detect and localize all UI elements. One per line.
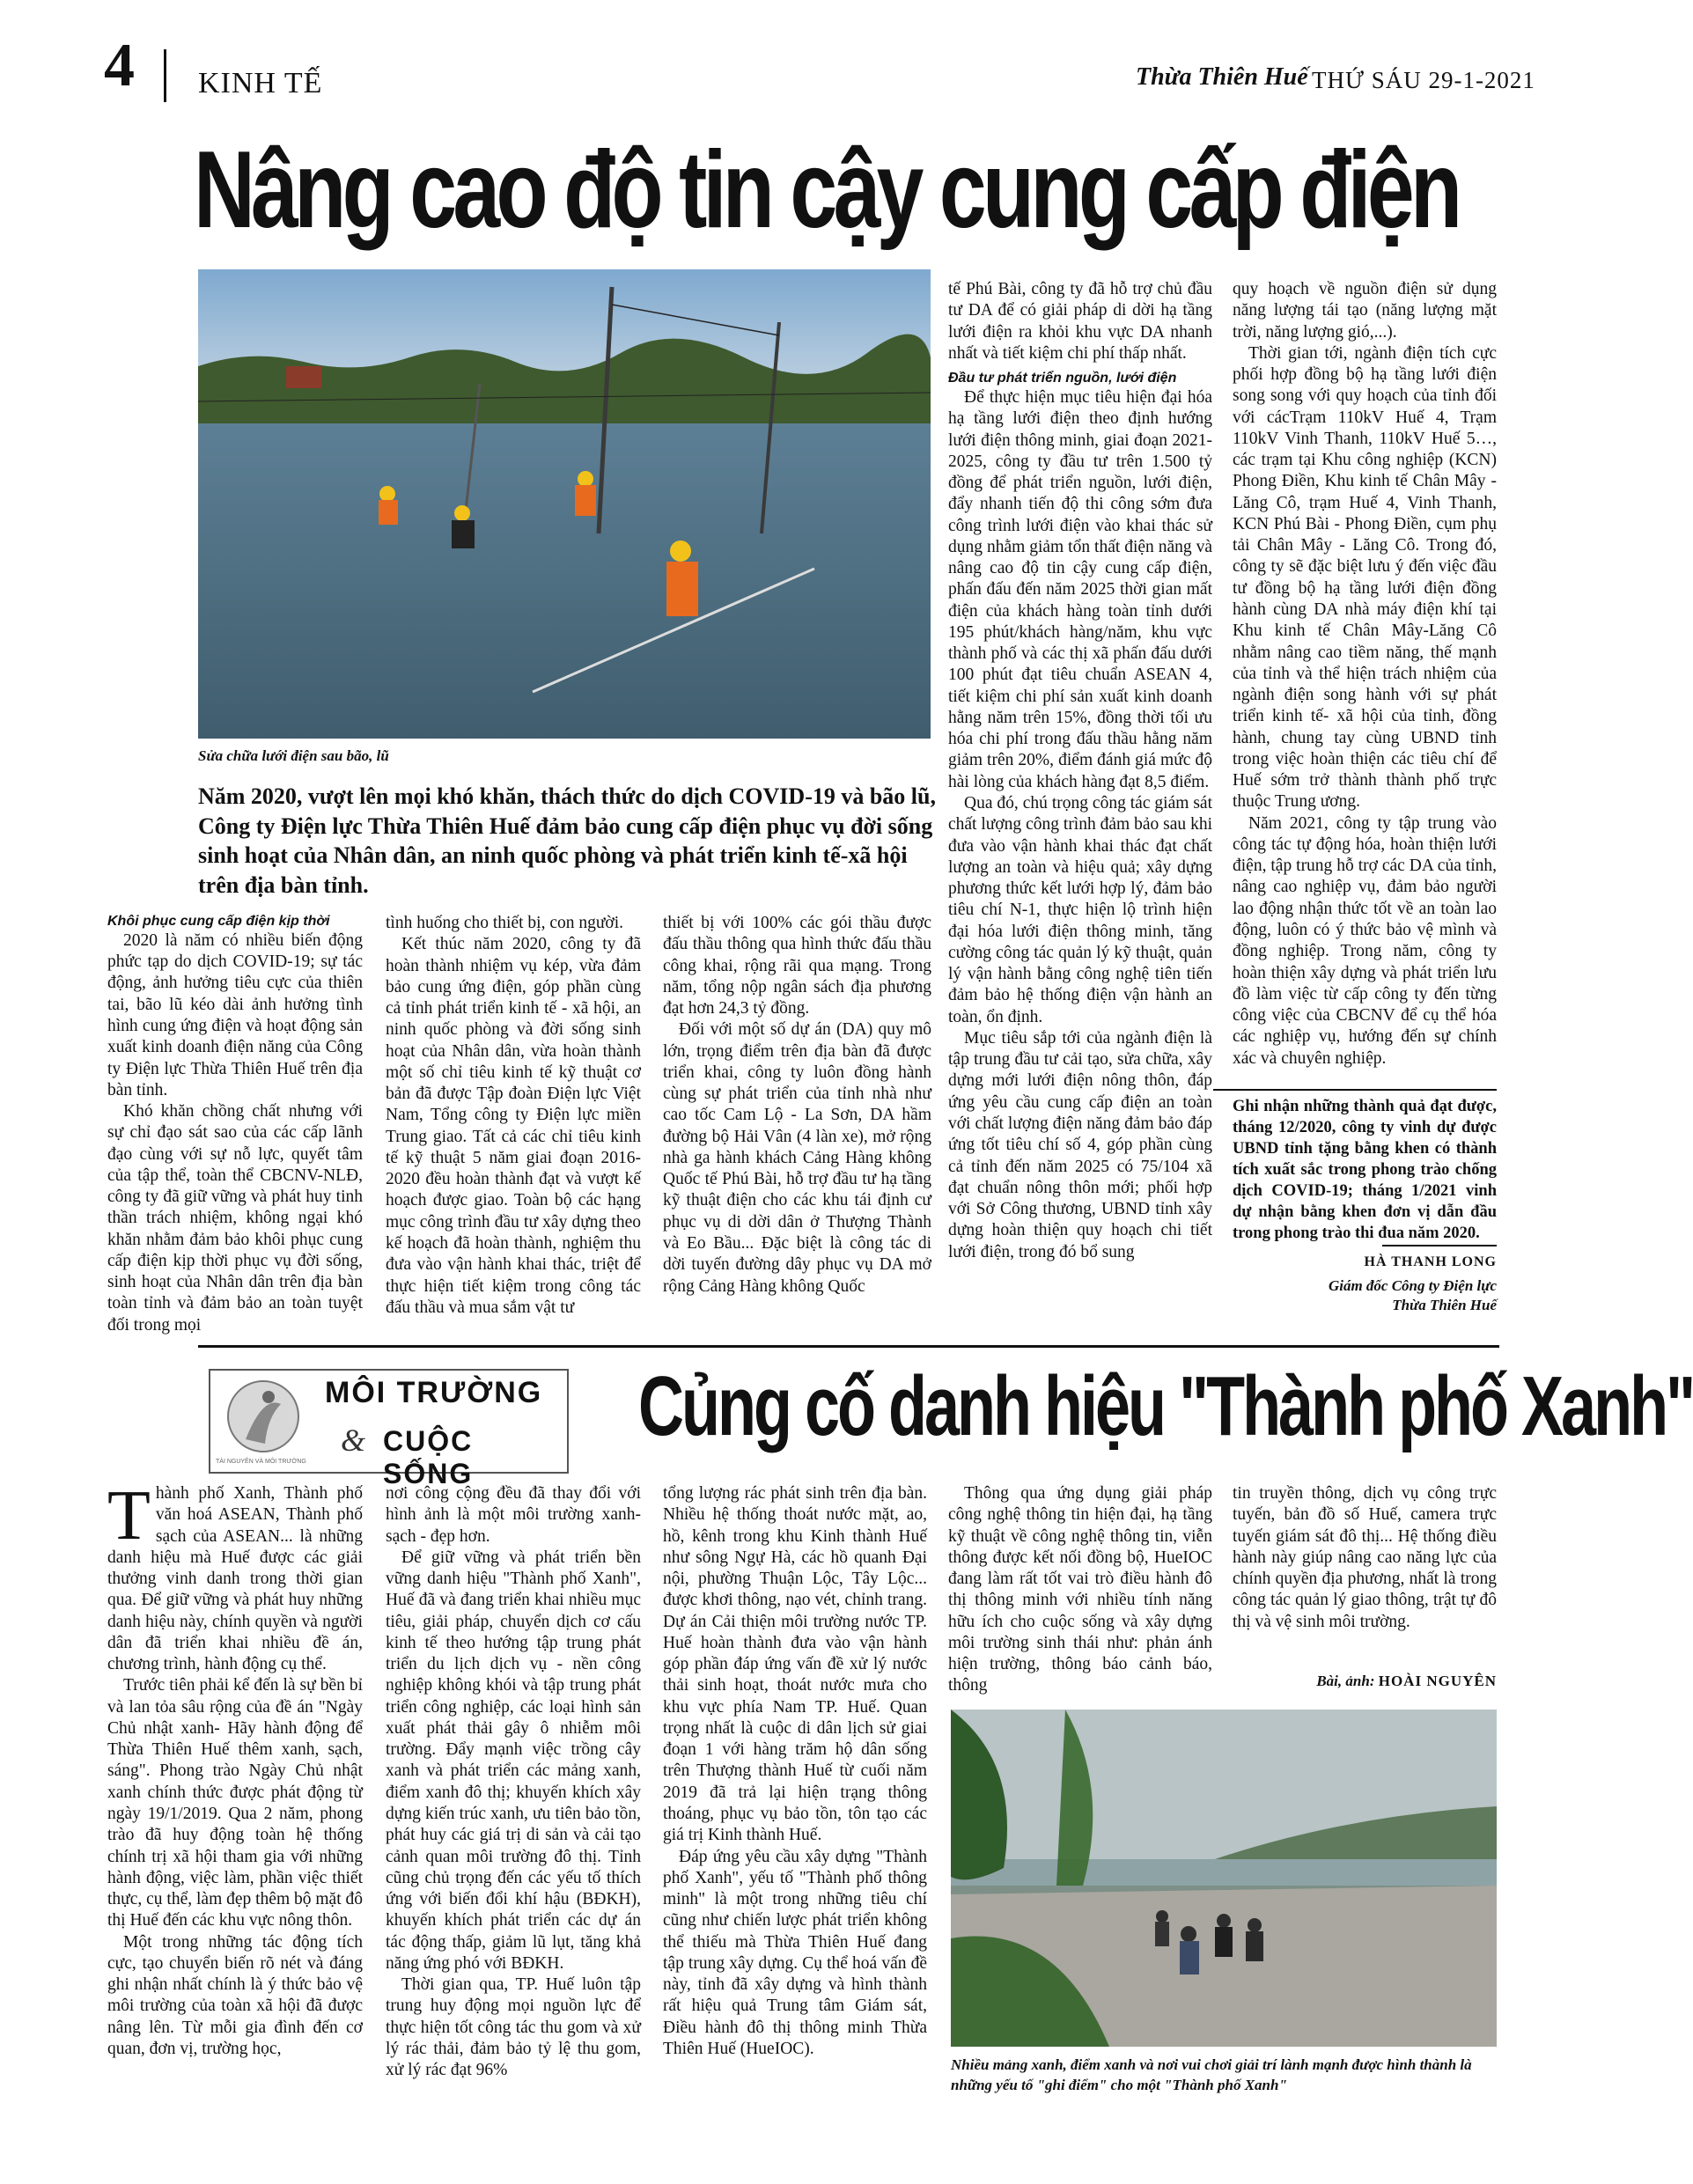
paragraph: Thời gian qua, TP. Huế luôn tập trung huy động mọi nguồn lực để thực hiện tốt công tác thu gom và xử lý rác thải, đảm bảo tỷ lệ thu gom, xử lý rác đạt 96%: [386, 1975, 641, 2080]
paragraph: Một trong những tác động tích cực, tạo chuyển biến rõ nét và đáng ghi nhận nhất chính là ý thức bảo vệ môi trường của toàn xã hội đã được nâng lên. Từ mỗi gia đình đến cơ quan, đơn vị, trường học,: [107, 1932, 363, 2058]
paragraph: Đáp ứng yêu cầu xây dựng "Thành phố Xanh", yếu tố "Thành phố thông minh" là một trong những tiêu chí cũng như chiến lược phát triển không thể thiếu mà Thừa Thiên Huế đang tập trung xây dựng. Cụ thể hoá vấn đề này, tỉnh đã xây dựng và hình thành rất hiệu quả Trung tâm Giám sát, Điều hành đô thị thông minh Thừa Thiên Huế (HueIOC).: [663, 1847, 927, 2058]
article1-lede: Năm 2020, vượt lên mọi khó khăn, thách thức do dịch COVID-19 và bão lũ, Công ty Điện lực Thừa Thiên Huế đảm bảo cung cấp điện phục vụ đời sống sinh hoạt của Nhân dân, an ninh quốc phòng và phát triển kinh tế-xã hội trên địa bàn tỉnh.: [198, 783, 936, 898]
paragraph: Để giữ vững và phát triển bền vững danh hiệu "Thành phố Xanh", Huế đã và đang triển khai nhiều mục tiêu, giải pháp, chuyển dịch cơ cấu kinh tế theo hướng tập trung phát triển du lịch dịch vụ - nền công nghiệp không khói và tập trung phát triển công nghiệp, các loại hình sản xuất phát thải gây ô nhiễm môi trường. Đẩy mạnh việc trồng cây xanh và phát triển các mảng xanh, điểm xanh đô thị; khuyến khích xây dựng kiến trúc xanh, ưu tiên bảo tồn, phát huy các giá trị di sản và cải tạo cảnh quan môi trường đô thị. Tỉnh cũng chủ trọng đến các yếu tố thích ứng với biến đổi khí hậu (BĐKH), khuyến khích phát triển các dự án tác động thấp, giảm lũ lụt, tăng khả năng ứng phó với BĐKH.: [386, 1548, 641, 1973]
article1-column-5: [1233, 279, 1497, 1070]
drop-cap: T: [107, 1477, 151, 1555]
paragraph: Đối với một số dự án (DA) quy mô lớn, trọng điểm trên địa bàn đã được triển khai, công ty luôn đồng hành cùng sự phát triển của tỉnh nhà như cao tốc Cam Lộ - La Sơn, DA hầm đường bộ Hải Vân (4 làn xe), mở rộng nhà ga hành khách Cảng Hàng không Quốc tế Phú Bài, hỗ trợ đầu tư hạ tầng kỹ thuật điện cho các khu tái định cư phục vụ di dời dân ở Thượng Thành và Eo Bầu... Đặc biệt là công tác di dời tuyến đường dây phục vụ DA mở rộng Cảng Hàng không Quốc: [663, 1020, 931, 1296]
article1-photo-caption: Sửa chữa lưới điện sau bão, lũ: [198, 747, 389, 764]
logo-caption: TÀI NGUYÊN VÀ MÔI TRƯỜNG: [216, 1459, 306, 1465]
paragraph: Trước tiên phải kể đến là sự bền bỉ và lan tỏa sâu rộng của đề án "Ngày Chủ nhật xanh- Hãy hành động để Thừa Thiên Huế thêm xanh, sạch, sáng". Phong trào Ngày Chủ nhật xanh chính thức được phát động từ ngày 19/1/2019. Qua 2 năm, phong trào đã huy động toàn hệ thống chính trị xã hội tham gia với những hành động, việc làm, phần việc thiết thực, cụ thể, làm đẹp thêm bộ mặt đô thị Huế đến các khu vực nông thôn.: [107, 1676, 363, 1930]
article2-column-3: [663, 1483, 927, 2060]
paragraph: nơi công cộng đều đã thay đổi với hình ảnh là một môi trường xanh-sạch - đẹp hơn.: [386, 1484, 641, 1546]
quote-box-rule-top: [1213, 1089, 1497, 1091]
article2-column-5: [1233, 1483, 1497, 1633]
paragraph: Qua đó, chú trọng công tác giám sát chất lượng công trình đảm bảo sau khi đưa vào vận hành khai thác đạt chất lượng an toàn và hiệu quả; xây dựng phương thức kết lưới hợp lý, đảm bảo tiêu chí N-1, thực hiện lộ trình hiện đại hóa lưới điện thông minh, tăng cường công tác quản lý kỹ thuật, quản lý vận hành bằng công nghệ tiên tiến đảm bảo hệ thống điện vận hành an toàn, ổn định.: [948, 794, 1212, 1026]
paragraph: Thời gian tới, ngành điện tích cực phối hợp đồng bộ hạ tầng lưới điện song song với quy hoạch của tỉnh đối với cácTrạm 110kV Huế 4, Trạm 110kV Vinh Thanh, 110kV Huế 5…, các trạm tại Khu công nghiệp (KCN) Phong Điền, Khu kinh tế Chân Mây - Lăng Cô, trạm Huế 4, Vinh Thanh, KCN Phú Bài - Phong Điền, cụm phụ tải Chân Mây - Lăng Cô. Trong đó, công ty sẽ đặc biệt lưu ý đến việc đầu tư đồng bộ hạ tầng lưới điện đồng hành cùng DA nhà máy điện khí tại Khu kinh tế Chân Mây-Lăng Cô nhằm nâng cao tiềm năng, thế mạnh của tỉnh và thể hiện trách nhiệm của ngành điện song hành với sự phát triển kinh tế- xã hội của tỉnh, đồng hành, chung tay cùng UBND tỉnh trong việc hoàn thiện các tiêu chí để Huế sớm trở thành thành phố trực thuộc Trung ương.: [1233, 343, 1497, 812]
riverside-park-image: [951, 1710, 1497, 2047]
article2-column-1: [107, 1477, 363, 2060]
paragraph: tình huống cho thiết bị, con người.: [386, 914, 624, 932]
article1-column-4: [948, 279, 1212, 1263]
article1-column-2: [386, 913, 641, 1319]
page-number: 4: [104, 32, 135, 99]
header-divider: [164, 49, 166, 102]
paragraph-text: hành phố Xanh, Thành phố văn hoá ASEAN, Thành phố sạch của ASEAN... là những danh hiệu mà Huế được các giải thưởng vinh danh trong thời gian qua. Để giữ vững và phát huy những danh hiệu này, chính quyền và người dân đã triển khai nhiều đề án, chương trình, hành động cụ thể.: [107, 1484, 363, 1674]
paragraph: Năm 2021, công ty tập trung vào công tác tự động hóa, hoàn thiện lưới điện, tập trung hỗ trợ các DA của tỉnh, nâng cao nghiệp vụ, đảm bảo người lao động nhận thức tốt về an toàn lao động, luôn có ý thức bảo vệ mình và đồng nghiệp. Trong năm, công ty hoàn thiện xây dựng và phát triển lưu đồ làm việc từ cấp công ty đến từng công việc của CBCNV để cụ thể hóa các nghiệp vụ, hướng đến sự chính xác và chuyên nghiệp.: [1233, 813, 1497, 1068]
paragraph: tế Phú Bài, công ty đã hỗ trợ chủ đầu tư DA để có giải pháp di dời hạ tầng lưới điện ra khỏi khu vực DA nhanh nhất và tiết kiệm chi phí thấp nhất.: [948, 280, 1212, 363]
byline-name: HOÀI NGUYÊN: [1378, 1673, 1497, 1689]
paragraph: [107, 1477, 363, 1675]
issue-date: THỨ SÁU 29-1-2021: [1312, 67, 1535, 93]
subheading: Khôi phục cung cấp điện kịp thời: [107, 914, 330, 929]
paragraph: tổng lượng rác phát sinh trên địa bàn. Nhiều hệ thống thoát nước mặt, ao, hồ, kênh trong khu Kinh thành Huế như sông Ngự Hà, các hồ quanh Đại nội, phường Thuận Lộc, Tây Lộc... được khơi thông, nạo vét, chỉnh trang. Dự án Cải thiện môi trường nước TP. Huế hoàn thành đưa vào vận hành góp phần đáp ứng vấn đề xử lý nước thải sinh hoạt, thoát nước mưa cho khu vực phía Nam TP. Huế. Quan trọng nhất là cuộc di dân lịch sử giai đoạn 1 với hàng trăm hộ dân sống trên Thượng thành Huế từ cuối năm 2019 đã trả lại hiện trạng thông thoáng, phục vụ bảo tồn, tôn tạo các giá trị Kinh thành Huế.: [663, 1484, 927, 1845]
paragraph: 2020 là năm có nhiều biến động phức tạp do dịch COVID-19; sự tác động, ảnh hưởng tiêu cực của thiên tai, bão lũ kéo dài ảnh hưởng tình hình cung ứng điện và hoạt động sản xuất kinh doanh điện năng của Công ty Điện lực Thừa Thiên Huế trên địa bàn tỉnh.: [107, 930, 363, 1099]
paragraph: Thông qua ứng dụng giải pháp công nghệ thông tin hiện đại, hạ tầng kỹ thuật về công nghệ thông tin, viễn thông được kết nối đồng bộ, HueIOC đang làm rất tốt vai trò điều hành đô thị thông minh với nhiều tính năng hữu ích cho cuộc sống và xây dựng môi trường sinh thái như: phản ánh hiện trường, thông báo cảnh báo, thông: [948, 1484, 1212, 1695]
award-quote-box: Ghi nhận những thành quả đạt được, tháng 12/2020, công ty vinh dự được UBND tỉnh tặng bằng khen có thành tích xuất sắc trong phong trào chống dịch COVID-19; tháng 1/2021 vinh dự nhận bằng khen đơn vị dẫn đầu trong phong trào thi đua năm 2020.: [1233, 1098, 1497, 1243]
environment-section-logo: [209, 1369, 569, 1489]
paragraph: Để thực hiện mục tiêu hiện đại hóa hạ tầng lưới điện theo định hướng lưới điện thông minh, giai đoạn 2021-2025, công ty đầu tư trên 1.500 tỷ đồng để phát triển nguồn, lưới điện, đẩy nhanh tiến độ thi công sớm đưa công trình lưới điện vào khai thác sử dụng nhằm giảm tổn thất điện năng và nâng cao độ tin cậy cung cấp điện, phấn đấu đến năm 2025 thời gian mất điện của khách hàng toàn tỉnh dưới 195 phút/khách hàng/năm, khu vực thành phố và các thị xã phấn đấu dưới 100 phút đạt tiêu chuẩn ASEAN 4, tiết kiệm chi phí sản xuất kinh doanh hằng năm trên 15%, đồng thời tối ưu hóa chi phí trong đấu thầu hằng năm giảm trên 20%, điểm đánh giá mức độ hài lòng của khách hàng đạt 8,5 điểm.: [948, 387, 1212, 791]
article2-headline: Củng cố danh hiệu "Thành phố Xanh": [638, 1359, 1693, 1453]
signature-rule: [1382, 1245, 1497, 1246]
article2-column-4: [948, 1483, 1212, 1697]
article2-photo: [951, 1710, 1497, 2047]
logo-ampersand: &: [341, 1423, 366, 1458]
flood-repair-image: [198, 269, 931, 739]
environment-emblem-icon: [219, 1378, 307, 1461]
section-title: KINH TẾ: [198, 67, 323, 99]
article1-column-3: [663, 913, 931, 1298]
article1-photo: [198, 269, 931, 739]
author-role: Giám đốc Công ty Điện lực Thừa Thiên Huế: [1328, 1277, 1497, 1314]
article2-byline: [1233, 1673, 1497, 1690]
paragraph: tin truyền thông, dịch vụ công trực tuyến, bản đồ số Huế, camera trực tuyến giám sát đô thị... Hệ thống điều hành này giúp nâng cao năng lực của chính quyền địa phương, nhất là trong công tác quản lý giao thông, trật tự đô thị và vệ sinh môi trường.: [1233, 1484, 1497, 1631]
paragraph: thiết bị với 100% các gói thầu được đấu thầu thông qua hình thức đấu thầu công khai, rộng rãi qua mạng. Trong năm, tổng nộp ngân sách địa phương đạt hơn 24,3 tỷ đồng.: [663, 914, 931, 1018]
byline-prefix: Bài, ảnh:: [1316, 1673, 1375, 1689]
paragraph: quy hoạch về nguồn điện sử dụng năng lượng tái tạo (năng lượng mặt trời, năng lượng gió,...).: [1233, 280, 1497, 342]
paragraph: Mục tiêu sắp tới của ngành điện là tập trung đầu tư cải tạo, sửa chữa, xây dựng mới lưới điện nông thôn, đáp ứng yêu cầu cung cấp điện an toàn với chất lượng điện năng đảm bảo đáp ứng tốt tiêu chí số 4, góp phần cùng cả tỉnh đến năm 2025 có 75/104 xã đạt chuẩn nông thôn mới; phối hợp với Sở Công thương, UBND tỉnh xây dựng hoàn thiện quy hoạch chi tiết lưới điện, trong đó bổ sung: [948, 1028, 1212, 1261]
article1-column-1: [107, 913, 363, 1336]
paper-name: Thừa Thiên Huế: [1136, 63, 1308, 91]
article2-photo-caption: Nhiều mảng xanh, điểm xanh và nơi vui chơi giải trí lành mạnh được hình thành là những yếu tố "ghi điểm" cho một "Thành phố Xanh": [951, 2056, 1472, 2093]
subheading: Đầu tư phát triển nguồn, lưới điện: [948, 371, 1177, 386]
logo-title-line1: MÔI TRƯỜNG: [325, 1376, 543, 1409]
logo-title-line2: CUỘC SỐNG: [383, 1425, 474, 1489]
author-name: HÀ THANH LONG: [1364, 1254, 1497, 1269]
article2-column-2: [386, 1483, 641, 2081]
paragraph: Kết thúc năm 2020, công ty đã hoàn thành nhiệm vụ kép, vừa đảm bảo cung ứng điện, góp phần cùng cả tỉnh phát triển kinh tế - xã hội, an ninh quốc phòng và đời sống sinh hoạt của Nhân dân, vừa hoàn thành một số chỉ tiêu kinh tế kỹ thuật cơ bản đã được Tập đoàn Điện lực Việt Nam, Tổng công ty Điện lực miền Trung giao. Tất cả các chỉ tiêu kinh tế kỹ thuật 5 năm giai đoạn 2016-2020 đều hoàn thành đạt và vượt kế hoạch được giao. Toàn bộ các hạng mục công trình đầu tư xây dựng theo kế hoạch đã hoàn thành, nghiệm thu đưa vào vận hành khai thác, triệt để thực hiện tiết kiệm trong công tác đấu thầu và mua sắm vật tư: [386, 935, 641, 1317]
paragraph: Khó khăn chồng chất nhưng với sự chỉ đạo sát sao của các cấp lãnh đạo cùng với sự nỗ lực, quyết tâm của tập thể, toàn thể CBCNV-NLĐ, công ty đã giữ vững và phát huy tinh thần trách nhiệm, không ngại khó khăn nhằm đảm bảo khôi phục cung cấp điện kịp thời phục vụ đời sống, sinh hoạt của Nhân dân trên địa bàn toàn tỉnh và đảm bảo an toàn tuyệt đối trong mọi: [107, 1102, 363, 1335]
article1-headline: Nâng cao độ tin cậy cung cấp điện: [194, 129, 1459, 251]
article-separator: [198, 1345, 1499, 1348]
